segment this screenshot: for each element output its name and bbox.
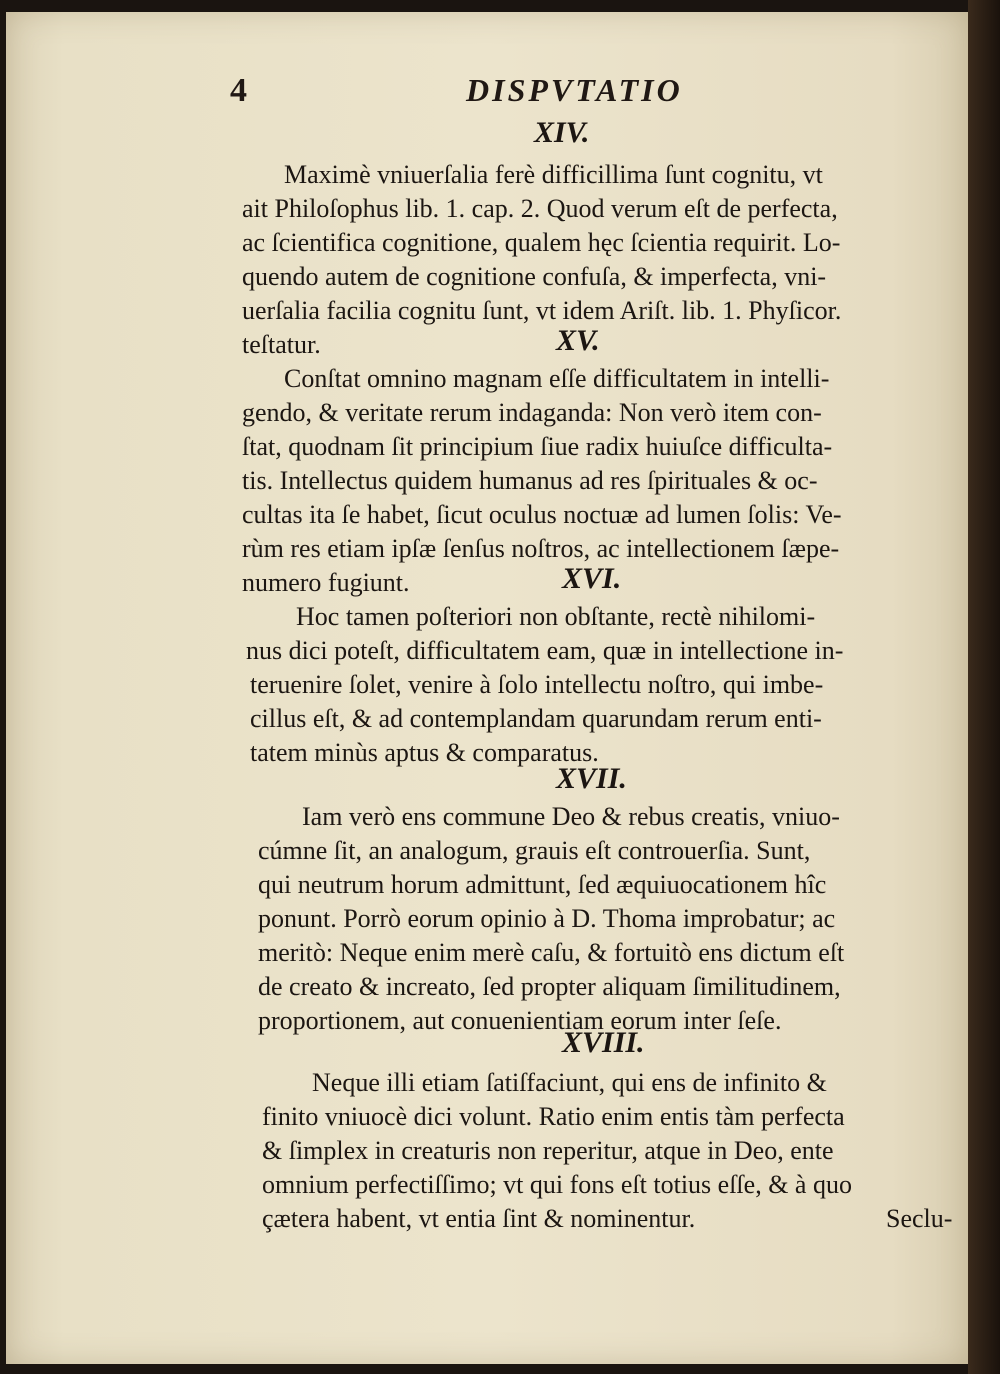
book-spine-edge [968, 0, 1000, 1374]
section-numeral: XVIII. [562, 1026, 645, 1059]
text-line: çætera habent, vt entia ſint & nominentur. [262, 1204, 696, 1233]
section-numeral: XIV. [534, 116, 590, 149]
text-line: tis. Intellectus quidem humanus ad res ſpirituales & oc- [242, 466, 818, 495]
text-line: Conſtat omnino magnam eſſe difficultatem in intelli- [284, 364, 830, 393]
text-line: uerſalia facilia cognitu ſunt, vt idem Ariſt. lib. 1. Phyſicor. [242, 296, 842, 325]
text-line: ponunt. Porrò eorum opinio à D. Thoma improbatur; ac [258, 904, 836, 933]
text-line: teruenire ſolet, venire à ſolo intellectu noſtro, qui imbe- [250, 670, 824, 699]
text-line: tatem minùs aptus & comparatus. [250, 738, 599, 767]
running-head: DISPVTATIO [466, 72, 683, 108]
text-line: Maximè vniuerſalia ferè difficillima ſunt cognitu, vt [284, 160, 823, 189]
text-line: numero fugiunt. [242, 568, 410, 597]
section-numeral: XVI. [562, 562, 622, 595]
text-line: qui neutrum horum admittunt, ſed æquiuocationem hîc [258, 870, 827, 899]
text-line: Hoc tamen poſteriori non obſtante, rectè nihilomi- [296, 602, 816, 631]
text-line: teſtatur. [242, 330, 321, 359]
text-line: ac ſcientifica cognitione, qualem hęc ſcientia requirit. Lo- [242, 228, 841, 257]
section-numeral: XV. [556, 324, 600, 357]
catchword: Seclu- [886, 1204, 953, 1233]
text-line: cillus eſt, & ad contemplandam quarundam rerum enti- [250, 704, 822, 733]
text-line: ait Philoſophus lib. 1. cap. 2. Quod verum eſt de perfecta, [242, 194, 838, 223]
text-line: cúmne ſit, an analogum, grauis eſt controuerſia. Sunt, [258, 836, 811, 865]
page-header [6, 72, 968, 122]
text-line: proportionem, aut conuenientiam eorum inter ſeſe. [258, 1006, 782, 1035]
text-line: Neque illi etiam ſatiſfaciunt, qui ens de infinito & [312, 1068, 827, 1097]
text-line: omnium perfectiſſimo; vt qui fons eſt totius eſſe, & à quo [262, 1170, 852, 1199]
text-line: & ſimplex in creaturis non reperitur, atque in Deo, ente [262, 1136, 834, 1165]
text-line: gendo, & veritate rerum indaganda: Non verò item con- [242, 398, 822, 427]
text-line: Iam verò ens commune Deo & rebus creatis, vniuo- [302, 802, 840, 831]
text-line: de creato & increato, ſed propter aliquam ſimilitudinem, [258, 972, 841, 1001]
text-line: quendo autem de cognitione confuſa, & imperfecta, vni- [242, 262, 827, 291]
text-line: nus dici poteſt, difficultatem eam, quæ in intellectione in- [246, 636, 844, 665]
section-numeral: XVII. [556, 762, 627, 795]
text-line: meritò: Neque enim merè caſu, & fortuitò ens dictum eſt [258, 938, 845, 967]
text-line: cultas ita ſe habet, ſicut oculus noctuæ ad lumen ſolis: Ve- [242, 500, 842, 529]
text-line: rùm res etiam ipſæ ſenſus noſtros, ac intellectionem ſæpe- [242, 534, 840, 563]
book-page [6, 12, 968, 1364]
text-line: ſtat, quodnam ſit principium ſiue radix huiuſce difficulta- [242, 432, 833, 461]
text-line: finito vniuocè dici volunt. Ratio enim entis tàm perfecta [262, 1102, 845, 1131]
page-number: 4 [230, 72, 247, 109]
